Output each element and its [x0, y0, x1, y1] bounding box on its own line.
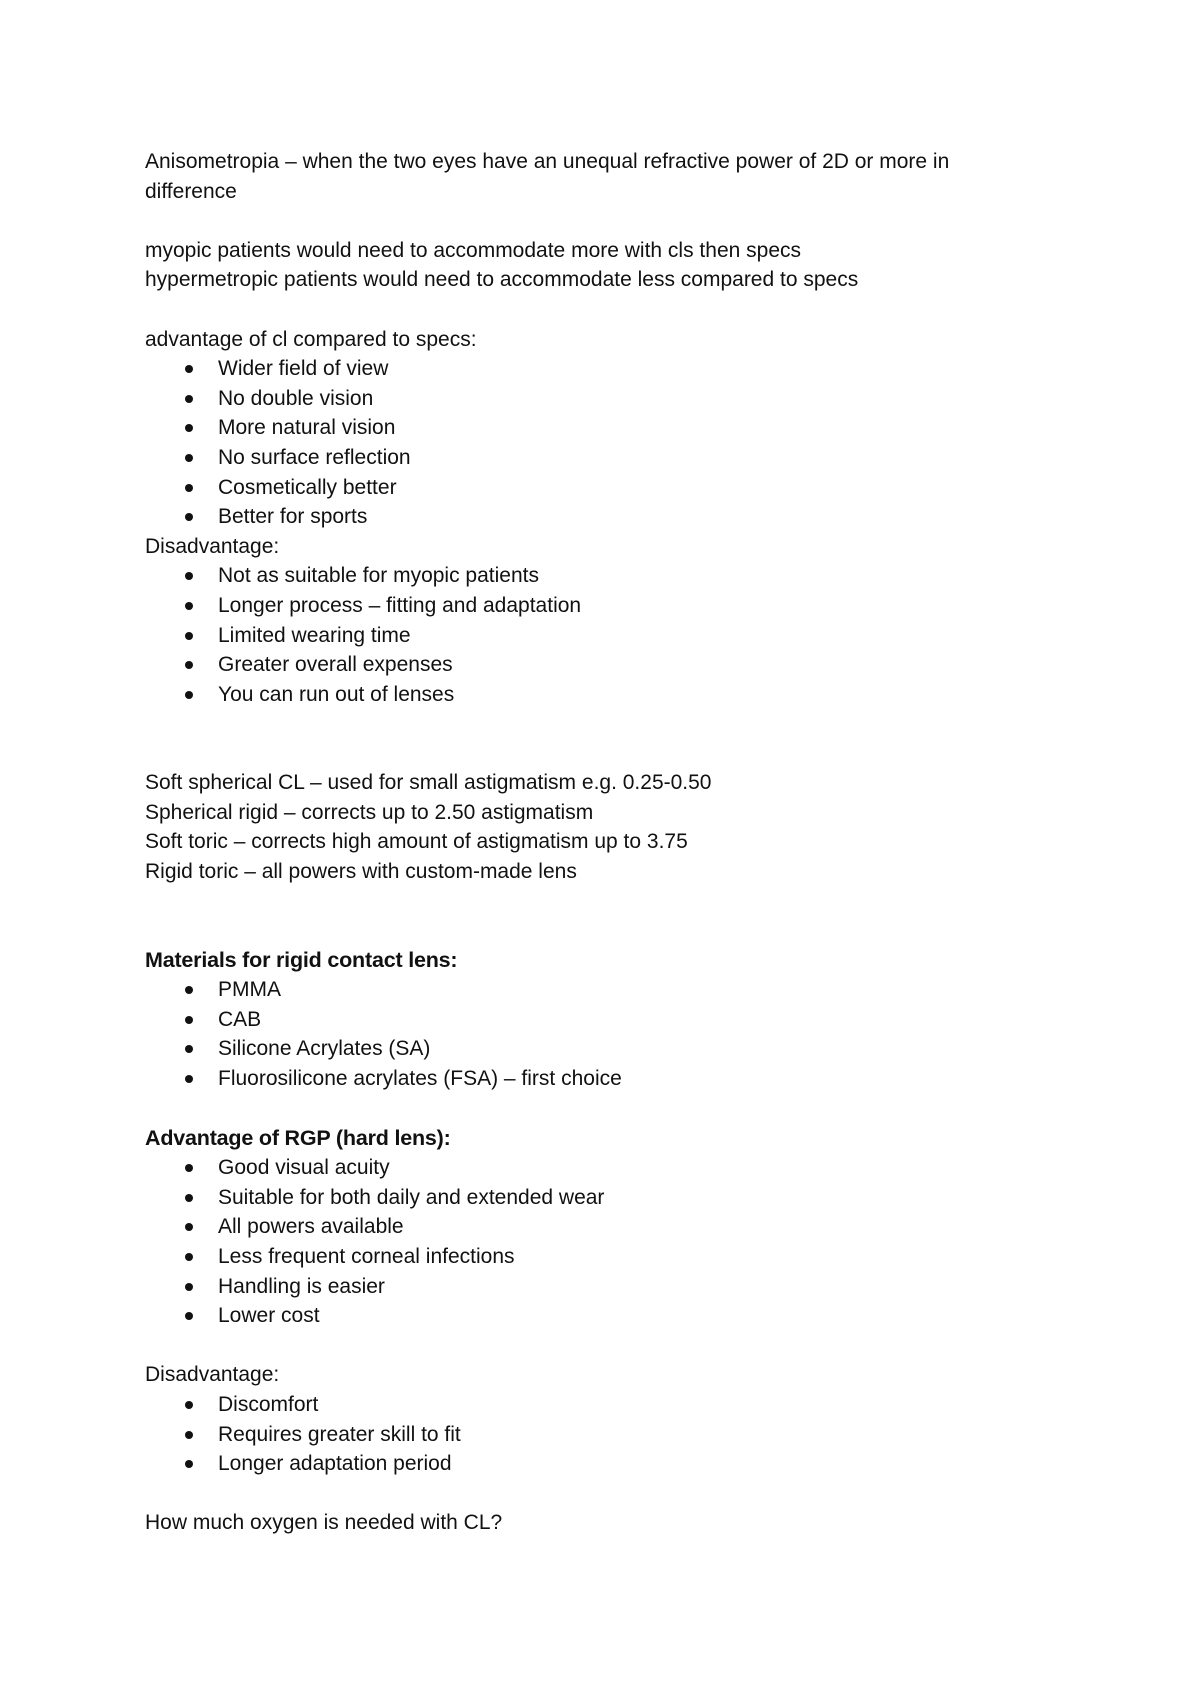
cl-disadvantage-heading: Disadvantage:: [145, 534, 280, 558]
list-item: Lower cost: [145, 1301, 1045, 1331]
rgp-advantage-heading: Advantage of RGP (hard lens):: [145, 1125, 451, 1150]
cl-disadvantage-list: [145, 561, 1045, 709]
list-item: Silicone Acrylates (SA): [145, 1034, 1045, 1064]
list-item: All powers available: [145, 1212, 1045, 1242]
list-item: PMMA: [145, 975, 1045, 1005]
myopic-note: myopic patients would need to accommodate more with cls then specs: [145, 238, 801, 262]
materials-heading: Materials for rigid contact lens:: [145, 947, 458, 972]
list-item: Handling is easier: [145, 1272, 1045, 1302]
lens-type-rigid-toric: Rigid toric – all powers with custom-made lens: [145, 860, 577, 884]
list-item: Longer adaptation period: [145, 1449, 1045, 1479]
materials-list: [145, 975, 1045, 1093]
hypermetropic-note: hypermetropic patients would need to accommodate less compared to specs: [145, 268, 859, 292]
list-item: No double vision: [145, 384, 1045, 414]
list-item: Fluorosilicone acrylates (FSA) – first choice: [145, 1064, 1045, 1094]
anisometropia-definition: Anisometropia – when the two eyes have an unequal refractive power of 2D or more in difference: [145, 150, 950, 203]
list-item: Better for sports: [145, 502, 1045, 532]
list-item: Suitable for both daily and extended wear: [145, 1183, 1045, 1213]
list-item: Wider field of view: [145, 354, 1045, 384]
list-item: Less frequent corneal infections: [145, 1242, 1045, 1272]
lens-type-spherical-rigid: Spherical rigid – corrects up to 2.50 astigmatism: [145, 800, 594, 824]
list-item: No surface reflection: [145, 443, 1045, 473]
list-item: More natural vision: [145, 413, 1045, 443]
list-item: You can run out of lenses: [145, 680, 1045, 710]
oxygen-question: How much oxygen is needed with CL?: [145, 1511, 503, 1535]
cl-advantage-heading: advantage of cl compared to specs:: [145, 327, 477, 351]
list-item: Discomfort: [145, 1390, 1045, 1420]
rgp-advantage-list: [145, 1153, 1045, 1331]
document-body: [145, 147, 1045, 1538]
cl-advantage-list: [145, 354, 1045, 532]
list-item: Requires greater skill to fit: [145, 1420, 1045, 1450]
rgp-disadvantage-heading: Disadvantage:: [145, 1363, 280, 1387]
list-item: Limited wearing time: [145, 621, 1045, 651]
list-item: Good visual acuity: [145, 1153, 1045, 1183]
lens-type-soft-toric: Soft toric – corrects high amount of astigmatism up to 3.75: [145, 830, 688, 854]
list-item: Not as suitable for myopic patients: [145, 561, 1045, 591]
list-item: Greater overall expenses: [145, 650, 1045, 680]
list-item: CAB: [145, 1005, 1045, 1035]
list-item: Cosmetically better: [145, 473, 1045, 503]
rgp-disadvantage-list: [145, 1390, 1045, 1479]
list-item: Longer process – fitting and adaptation: [145, 591, 1045, 621]
lens-type-soft-spherical: Soft spherical CL – used for small astigmatism e.g. 0.25-0.50: [145, 771, 712, 795]
